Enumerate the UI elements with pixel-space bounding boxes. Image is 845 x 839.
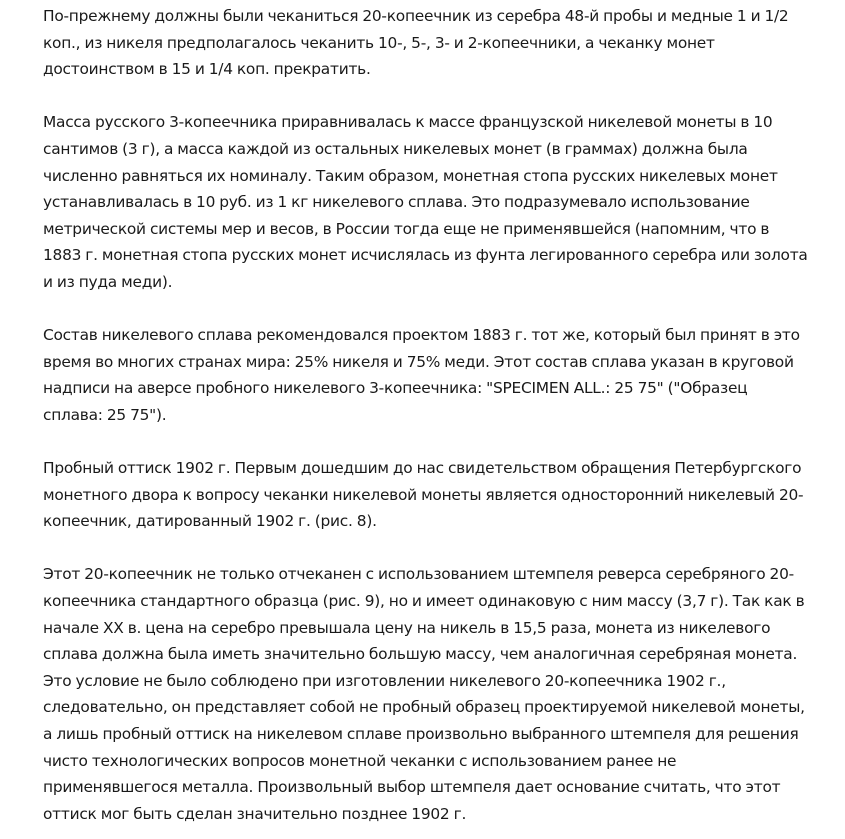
paragraph (43, 455, 843, 535)
paragraph (43, 109, 843, 295)
text-line: и из пуда меди). (43, 272, 173, 291)
text-line: Состав никелевого сплава рекомендовался проектом 1883 г. тот же, который был принят в это (43, 326, 800, 345)
text-line: Пробный оттиск 1902 г. Первым дошедшим до нас свидетельством обращения Петербургского (43, 459, 802, 478)
text-line: следовательно, он представляет собой не пробный образец проектируемой никелевой монеты, (43, 698, 805, 717)
text-line: а лишь пробный оттиск на никелевом сплаве произвольно выбранного штемпеля для решения (43, 725, 799, 744)
text-line: применявшегося металла. Произвольный выбор штемпеля дает основание считать, что этот (43, 778, 781, 797)
text-line: По-прежнему должны были чеканиться 20-копеечник из серебра 48-й пробы и медные 1 и 1/2 (43, 7, 789, 25)
text-line: устанавливалась в 10 руб. из 1 кг никелевого сплава. Это подразумевало использование (43, 193, 750, 212)
text-line: достоинством в 15 и 1/4 коп. прекратить. (43, 60, 371, 79)
text-line: Масса русского 3-копеечника приравнивалась к массе французской никелевой монеты в 10 (43, 113, 773, 132)
text-line: монетного двора к вопросу чеканки никелевой монеты является односторонний никелевый 20- (43, 485, 804, 504)
text-line: 1883 г. монетная стопа русских монет исчислялась из фунта легированного серебра или золота (43, 246, 808, 265)
text-line: метрической системы мер и весов, в России тогда еще не применявшейся (напомним, что в (43, 219, 770, 238)
text-line: сплава: 25 75"). (43, 405, 167, 424)
text-line: коп., из никеля предполагалось чеканить 10-, 5-, 3- и 2-копеечники, а чеканку монет (43, 33, 715, 52)
text-line: время во многих странах мира: 25% никеля и 75% меди. Этот состав сплава указан в круговой (43, 352, 794, 371)
text-line: численно равняться их номиналу. Таким образом, монетная стопа русских никелевых монет (43, 166, 778, 185)
text-line: Это условие не было соблюдено при изготовлении никелевого 20-копеечника 1902 г., (43, 671, 726, 690)
text-line: начале XX в. цена на серебро превышала цену на никель в 15,5 раза, монета из никелевого (43, 618, 771, 637)
paragraph (43, 322, 843, 428)
article-body (43, 3, 843, 827)
text-line: Этот 20-копеечник не только отчеканен с использованием штемпеля реверса серебряного 20- (43, 565, 794, 584)
text-line: копеечник, датированный 1902 г. (рис. 8). (43, 512, 377, 531)
text-line: копеечника стандартного образца (рис. 9), но и имеет одинаковую с ним массу (3,7 г). Так как в (43, 592, 805, 611)
text-line: надписи на аверсе пробного никелевого 3-копеечника: "SPECIMEN ALL.: 25 75" ("Образец (43, 379, 748, 398)
text-line: сантимов (3 г), а масса каждой из остальных никелевых монет (в граммах) должна была (43, 139, 748, 158)
text-line: оттиск мог быть сделан значительно позднее 1902 г. (43, 804, 467, 823)
text-line: сплава должна была иметь значительно большую массу, чем аналогичная серебряная монета. (43, 645, 798, 664)
text-line: чисто технологических вопросов монетной чеканки с использованием ранее не (43, 751, 677, 770)
paragraph (43, 561, 843, 827)
paragraph (43, 3, 843, 83)
